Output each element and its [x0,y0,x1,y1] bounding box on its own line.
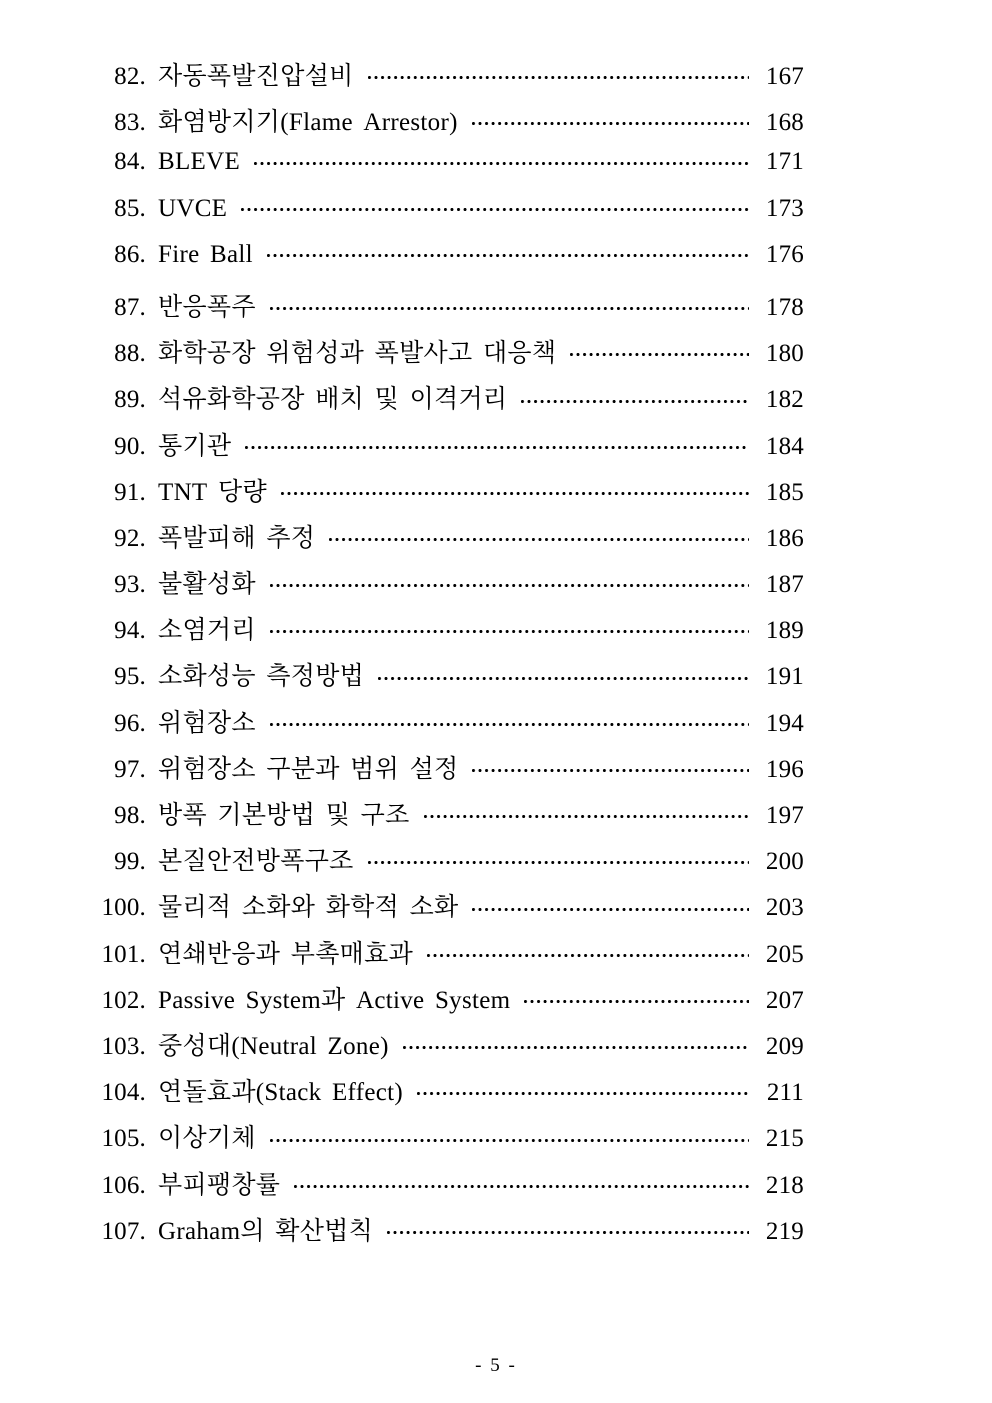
toc-entry-title: 물리적 소화와 화학적 소화 [158,894,459,922]
toc-entry-title: 소화성능 측정방법 [158,663,365,691]
toc-entry-number: 102. [101,986,146,1014]
toc-entry-page-number: 173 [765,194,804,222]
toc-entry[interactable] [88,1118,804,1164]
toc-entry-title: 석유화학공장 배치 및 이격거리 [158,386,508,414]
toc-entry-title: 위험장소 구분과 범위 설정 [158,755,459,783]
toc-entry-page-number: 211 [766,1079,804,1107]
toc-entry-page-number: 167 [765,63,804,90]
toc-dot-leader [241,200,749,216]
toc-entry-title: 통기관 [158,432,232,460]
toc-dot-leader [524,992,749,1008]
toc-entry-title: 화염방지기(Flame Arrestor) [158,109,458,137]
toc-entry-number: 84. [114,148,146,176]
toc-entry-title: 본질안전방폭구조 [158,848,354,876]
toc-entry[interactable] [88,472,804,518]
toc-entry[interactable] [88,795,804,841]
toc-dot-leader [270,576,749,592]
toc-dot-leader [254,153,749,169]
toc-entry-page-number: 197 [765,802,804,829]
toc-entry[interactable] [88,102,804,148]
toc-entry[interactable] [88,148,804,194]
toc-entry-title: Graham의 확산법칙 [158,1217,374,1245]
toc-entry-page-number: 203 [765,894,804,922]
toc-dot-leader [368,68,749,84]
toc-entry-title: 방폭 기본방법 및 구조 [158,802,410,829]
toc-entry-number: 82. [114,63,146,90]
toc-dot-leader [368,853,749,869]
toc-dot-leader [417,1084,749,1100]
toc-entry-number: 89. [114,386,146,414]
toc-entry[interactable] [88,934,804,980]
toc-entry-page-number: 189 [765,617,804,645]
toc-dot-leader [270,299,749,315]
toc-entry-title: 연돌효과(Stack Effect) [158,1079,404,1107]
toc-entry-number: 107. [101,1217,146,1245]
toc-entry-number: 85. [114,194,146,222]
toc-dot-leader [245,438,749,454]
toc-dot-leader [472,761,749,777]
table-of-contents-list [88,56,804,1257]
toc-entry[interactable] [88,1211,804,1257]
toc-entry-page-number: 168 [765,109,804,137]
toc-entry-number: 86. [114,240,146,268]
toc-entry-title: 부피팽창률 [158,1171,281,1199]
toc-dot-leader [570,345,749,361]
toc-entry-number: 90. [114,432,146,460]
toc-entry-page-number: 184 [765,432,804,460]
toc-entry[interactable] [88,379,804,425]
toc-entry-page-number: 219 [765,1217,804,1245]
toc-entry-page-number: 200 [765,848,804,876]
toc-dot-leader [427,946,749,962]
toc-entry-page-number: 185 [765,478,804,506]
toc-entry-number: 83. [114,109,146,137]
toc-entry[interactable] [88,980,804,1026]
toc-entry[interactable] [88,749,804,795]
toc-entry-title: 연쇄반응과 부촉매효과 [158,940,414,968]
toc-entry-title: 화학공장 위험성과 폭발사고 대응책 [158,340,557,368]
toc-entry-number: 96. [114,709,146,737]
toc-dot-leader [378,668,749,684]
toc-entry-number: 101. [101,940,146,968]
toc-entry[interactable] [88,241,804,287]
toc-entry-page-number: 207 [765,986,804,1014]
toc-entry[interactable] [88,703,804,749]
toc-entry-title: UVCE [158,194,228,222]
toc-entry-page-number: 187 [765,571,804,599]
toc-entry-number: 100. [101,894,146,922]
toc-entry-page-number: 205 [765,940,804,968]
toc-dot-leader [472,114,749,130]
page-number-footer: - 5 - [475,1355,517,1376]
toc-entry[interactable] [88,1026,804,1072]
toc-entry-page-number: 218 [765,1171,804,1199]
toc-dot-leader [270,715,749,731]
toc-dot-leader [403,1038,749,1054]
toc-entry[interactable] [88,195,804,241]
toc-entry-number: 97. [114,755,146,783]
toc-entry-number: 92. [114,524,146,552]
toc-entry-page-number: 180 [765,340,804,368]
toc-dot-leader [521,391,749,407]
toc-entry-title: Passive System과 Active System [158,986,511,1014]
toc-dot-leader [387,1223,749,1239]
toc-entry-page-number: 194 [765,709,804,737]
toc-dot-leader [267,246,749,262]
toc-entry-page-number: 209 [765,1032,804,1060]
toc-entry[interactable] [88,287,804,333]
toc-entry-number: 88. [114,340,146,368]
toc-entry-title: 불활성화 [158,571,256,599]
toc-entry-number: 91. [114,478,146,506]
toc-entry[interactable] [88,610,804,656]
toc-entry-title: 위험장소 [158,709,256,737]
toc-entry-title: 소염거리 [158,617,256,645]
toc-entry-number: 103. [101,1032,146,1060]
toc-entry-number: 104. [101,1079,146,1107]
toc-entry-number: 87. [114,293,146,321]
toc-entry-number: 106. [101,1171,146,1199]
toc-entry-title: BLEVE [158,148,241,176]
toc-entry-page-number: 178 [765,293,804,321]
toc-dot-leader [270,1130,749,1146]
toc-entry-page-number: 171 [765,148,804,176]
toc-dot-leader [270,622,749,638]
toc-entry-page-number: 215 [765,1125,804,1153]
toc-dot-leader [472,899,749,915]
toc-entry-page-number: 182 [765,386,804,414]
toc-entry-title: TNT 당량 [158,478,267,506]
toc-entry-page-number: 176 [765,240,804,268]
toc-entry[interactable] [88,1165,804,1211]
toc-entry-title: Fire Ball [158,240,253,268]
toc-entry-number: 99. [114,848,146,876]
toc-entry-title: 자동폭발진압설비 [158,63,354,90]
toc-entry-page-number: 191 [765,663,804,691]
toc-entry[interactable] [88,518,804,564]
toc-dot-leader [329,530,749,546]
toc-entry-number: 95. [114,663,146,691]
toc-dot-leader [281,484,749,500]
toc-dot-leader [294,1177,749,1193]
toc-entry-title: 폭발피해 추정 [158,524,316,552]
toc-entry-title: 이상기체 [158,1125,256,1153]
toc-entry-number: 94. [114,617,146,645]
toc-entry-page-number: 196 [765,755,804,783]
toc-dot-leader [424,807,749,823]
toc-entry[interactable] [88,887,804,933]
toc-entry-title: 반응폭주 [158,293,256,321]
toc-entry[interactable] [88,1072,804,1118]
toc-entry[interactable] [88,426,804,472]
toc-entry[interactable] [88,841,804,887]
toc-entry-title: 중성대(Neutral Zone) [158,1032,389,1060]
toc-entry[interactable] [88,564,804,610]
toc-entry[interactable] [88,656,804,702]
toc-entry-page-number: 186 [765,524,804,552]
toc-entry-number: 98. [114,802,146,829]
toc-entry[interactable] [88,56,804,102]
toc-entry-number: 105. [101,1125,146,1153]
toc-entry-number: 93. [114,571,146,599]
toc-entry[interactable] [88,333,804,379]
